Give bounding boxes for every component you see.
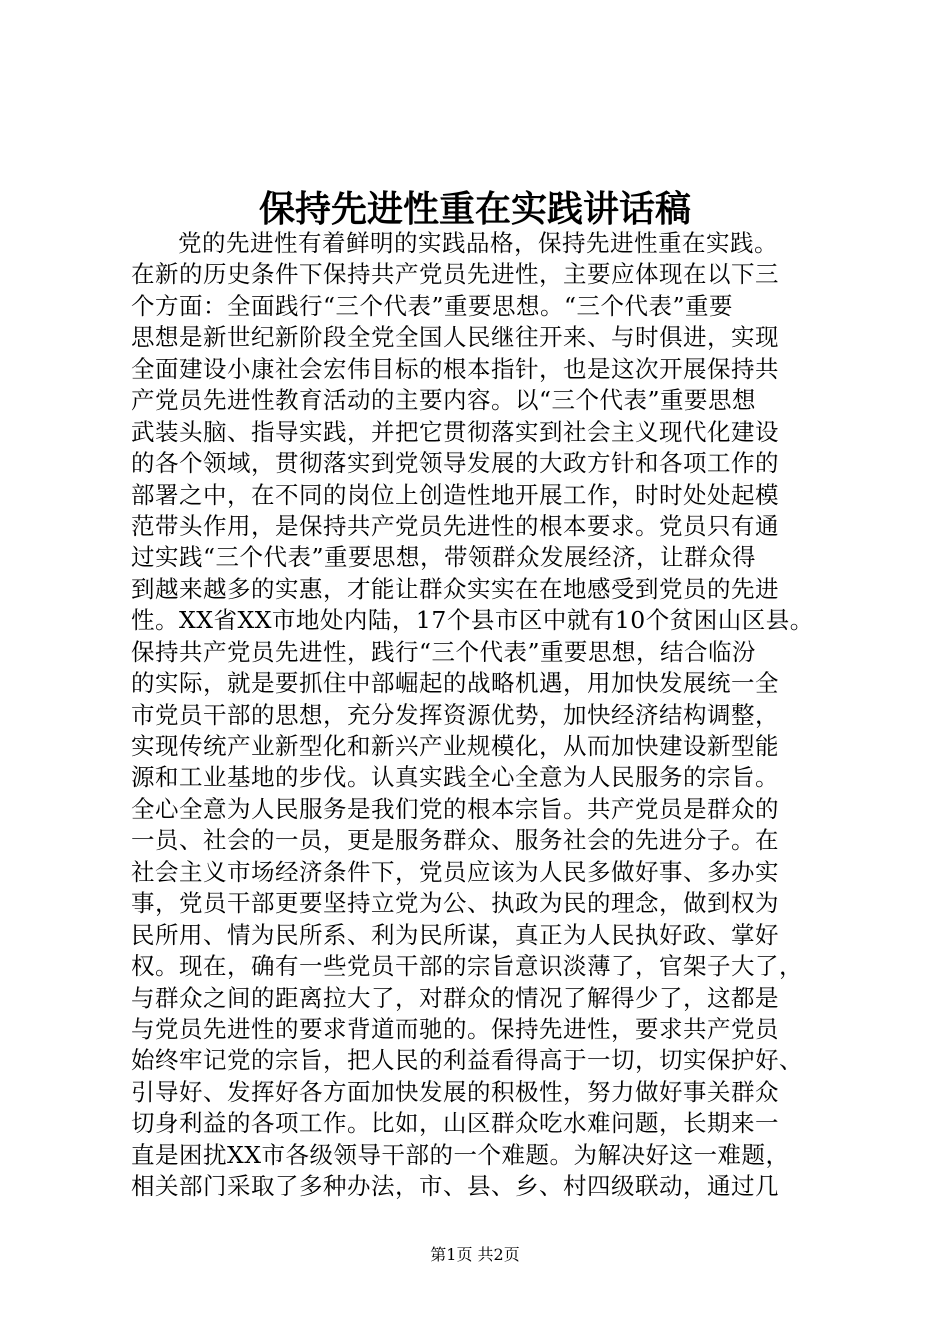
page-footer: 第1页 共2页 [430,1245,520,1264]
body-line: 一员、社会的一员，更是服务群众、服务社会的先进分子。在 [131,826,779,855]
body-line: 民所用、情为民所系、利为民所谋，真正为人民执好政、掌好 [131,920,779,949]
body-line: 的各个领域，贯彻落实到党领导发展的大政方针和各项工作的 [131,449,779,478]
body-line: 与群众之间的距离拉大了，对群众的情况了解得少了，这都是 [131,983,779,1012]
body-line: 在新的历史条件下保持共产党员先进性，主要应体现在以下三 [131,260,779,289]
body-line: 到越来越多的实惠，才能让群众实实在在地感受到党员的先进 [131,574,779,603]
body-line: 性。XX省XX市地处内陆，17个县市区中就有10个贫困山区县。 [131,606,814,635]
body-line: 产党员先进性教育活动的主要内容。以“三个代表”重要思想 [131,386,757,415]
body-line: 过实践“三个代表”重要思想，带领群众发展经济，让群众得 [131,543,757,572]
body-line: 源和工业基地的步伐。认真实践全心全意为人民服务的宗旨。 [131,763,779,792]
body-line: 与党员先进性的要求背道而驰的。保持先进性，要求共产党员 [131,1014,779,1043]
body-line: 的实际，就是要抓住中部崛起的战略机遇，用加快发展统一全 [131,669,779,698]
body-line: 保持共产党员先进性，践行“三个代表”重要思想，结合临汾 [131,637,757,666]
body-line: 党的先进性有着鲜明的实践品格，保持先进性重在实践。 [178,229,778,257]
body-line: 武装头脑、指导实践，并把它贯彻落实到社会主义现代化建设 [131,417,779,446]
body-line: 市党员干部的思想，充分发挥资源优势，加快经济结构调整， [131,700,779,729]
body-line: 权。现在，确有一些党员干部的宗旨意识淡薄了，官架子大了， [131,952,803,981]
body-line: 引导好、发挥好各方面加快发展的积极性，努力做好事关群众 [131,1077,779,1106]
body-line: 个方面：全面践行“三个代表”重要思想。“三个代表”重要 [131,291,734,320]
body-line: 全面建设小康社会宏伟目标的根本指针，也是这次开展保持共 [131,354,779,383]
document-title: 保持先进性重在实践讲话稿 [258,188,691,230]
body-line: 相关部门采取了多种办法，市、县、乡、村四级联动，通过几 [131,1172,779,1201]
body-line: 部署之中，在不同的岗位上创造性地开展工作，时时处处起模 [131,480,779,509]
body-line: 社会主义市场经济条件下，党员应该为人民多做好事、多办实 [131,857,779,886]
body-line: 始终牢记党的宗旨，把人民的利益看得高于一切，切实保护好、 [131,1046,803,1075]
body-line: 直是困扰XX市各级领导干部的一个难题。为解决好这一难题， [131,1140,790,1169]
body-line: 事，党员干部更要坚持立党为公、执政为民的理念，做到权为 [131,889,779,918]
body-line: 切身利益的各项工作。比如，山区群众吃水难问题，长期来一 [131,1109,779,1138]
document-body [131,228,831,1203]
body-line: 思想是新世纪新阶段全党全国人民继往开来、与时俱进，实现 [131,323,779,352]
body-line: 范带头作用，是保持共产党员先进性的根本要求。党员只有通 [131,511,779,540]
body-line: 实现传统产业新型化和新兴产业规模化，从而加快建设新型能 [131,732,779,760]
body-line: 全心全意为人民服务是我们党的根本宗旨。共产党员是群众的 [131,794,779,823]
